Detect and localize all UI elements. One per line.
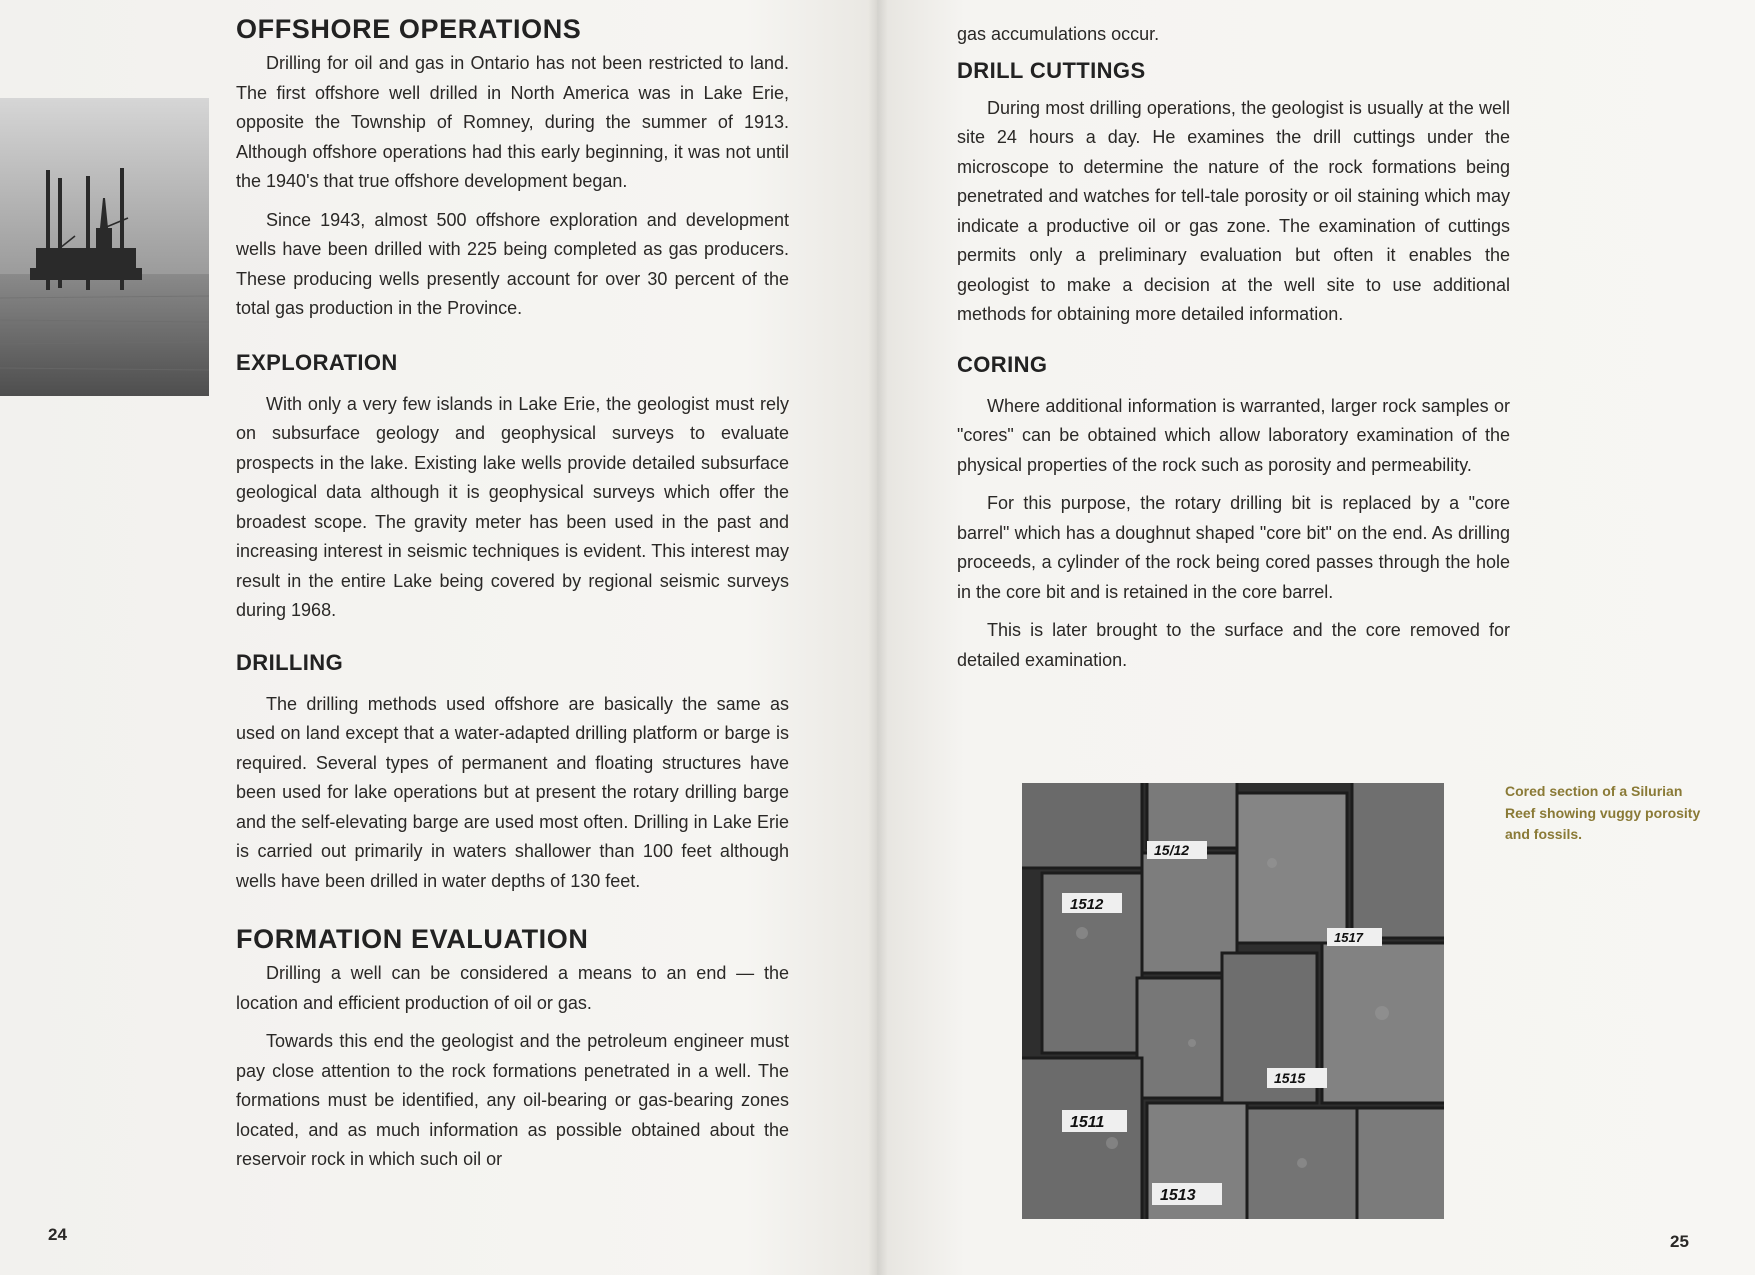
paragraph: For this purpose, the rotary drilling bit is replaced by a "core barrel" which has a doughnut shaped "core bit" on the end. As drilling proceeds, a cylinder of the rock being cored passes through the hole in the core bit and is retained in the core barrel. — [957, 493, 1510, 602]
book-gutter — [868, 0, 888, 1275]
heading-offshore-operations: OFFSHORE OPERATIONS — [236, 14, 582, 44]
right-text-column — [957, 20, 1510, 684]
paragraph: Drilling a well can be considered a means to an end — the location and efficient production of oil or gas. — [236, 963, 789, 1013]
left-page — [0, 0, 877, 1275]
paragraph: Drilling for oil and gas in Ontario has not been restricted to land. The first offshore well drilled in North America was in Lake Erie, opposite the Township of Romney, during the summer of 1913. Although offshore operations had this early beginning, it was not until the 1940's that true offshore development began. — [236, 53, 789, 191]
core-label: 1513 — [1160, 1187, 1196, 1204]
core-label: 1517 — [1334, 930, 1363, 945]
offshore-rig-photo — [0, 98, 209, 396]
heading-exploration: EXPLORATION — [236, 349, 398, 375]
paragraph: Towards this end the geologist and the petroleum engineer must pay close attention to the rock formations penetrated in a well. The formations must be identified, any oil-bearing or gas-bearing zones located, and as much information as possible obtained about the reservoir rock in which such oil or — [236, 1031, 789, 1169]
core-label: 15/12 — [1154, 842, 1190, 858]
left-text-column — [236, 14, 789, 1184]
continuation-text: gas accumulations occur. — [957, 24, 1160, 44]
core-label: 1512 — [1070, 896, 1104, 913]
heading-coring: CORING — [957, 351, 1048, 377]
paragraph: The drilling methods used offshore are basically the same as used on land except that a water-adapted drilling platform or barge is required. Several types of permanent and floating structures have been used for lake operations but at present the rotary drilling barge and the self-elevating barge are used most often. Drilling in Lake Erie is carried out primarily in waters shallower than 100 feet although wells have been drilled in water depths of 130 feet. — [236, 693, 789, 891]
heading-drilling: DRILLING — [236, 649, 344, 675]
rock-cores-photo — [1022, 783, 1444, 1219]
paragraph: With only a very few islands in Lake Erie, the geologist must rely on subsurface geology and geophysical surveys to evaluate prospects in the lake. Existing lake wells provide detailed subsurface geological data although it is geophysical surveys which offer the broadest scope. The gravity meter has been used in the past and increasing interest in seismic techniques is evident. This interest may result in the entire Lake being covered by regional seismic surveys during 1968. — [236, 393, 789, 620]
photo-caption: Cored section of a Silurian Reef showing vuggy porosity and fossils. — [1505, 783, 1701, 842]
core-label: 1511 — [1070, 1114, 1105, 1131]
heading-drill-cuttings: DRILL CUTTINGS — [957, 57, 1146, 83]
paragraph: This is later brought to the surface and the core removed for detailed examination. — [957, 620, 1510, 670]
paragraph: During most drilling operations, the geologist is usually at the well site 24 hours a day. He examines the drill cuttings under the microscope to determine the nature of the rock formations being penetrated and watches for tell-tale porosity or oil staining which may indicate a productive oil or gas zone. The examination of cuttings permits only a preliminary evaluation but often it enables the geologist to make a decision at the well site to use additional methods for obtaining more detailed information. — [957, 97, 1510, 324]
paragraph: Since 1943, almost 500 offshore exploration and development wells have been drilled with 225 being completed as gas producers. These producing wells presently account for over 30 percent of the total gas production in the Province. — [236, 209, 789, 318]
paragraph: Where additional information is warranted, larger rock samples or "cores" can be obtained which allow laboratory examination of the physical properties of the rock such as porosity and permeability. — [957, 395, 1510, 475]
page-number-left: 24 — [48, 1225, 67, 1244]
heading-formation-evaluation: FORMATION EVALUATION — [236, 924, 589, 954]
page-number-right: 25 — [1670, 1232, 1689, 1251]
core-label: 1515 — [1274, 1070, 1306, 1086]
